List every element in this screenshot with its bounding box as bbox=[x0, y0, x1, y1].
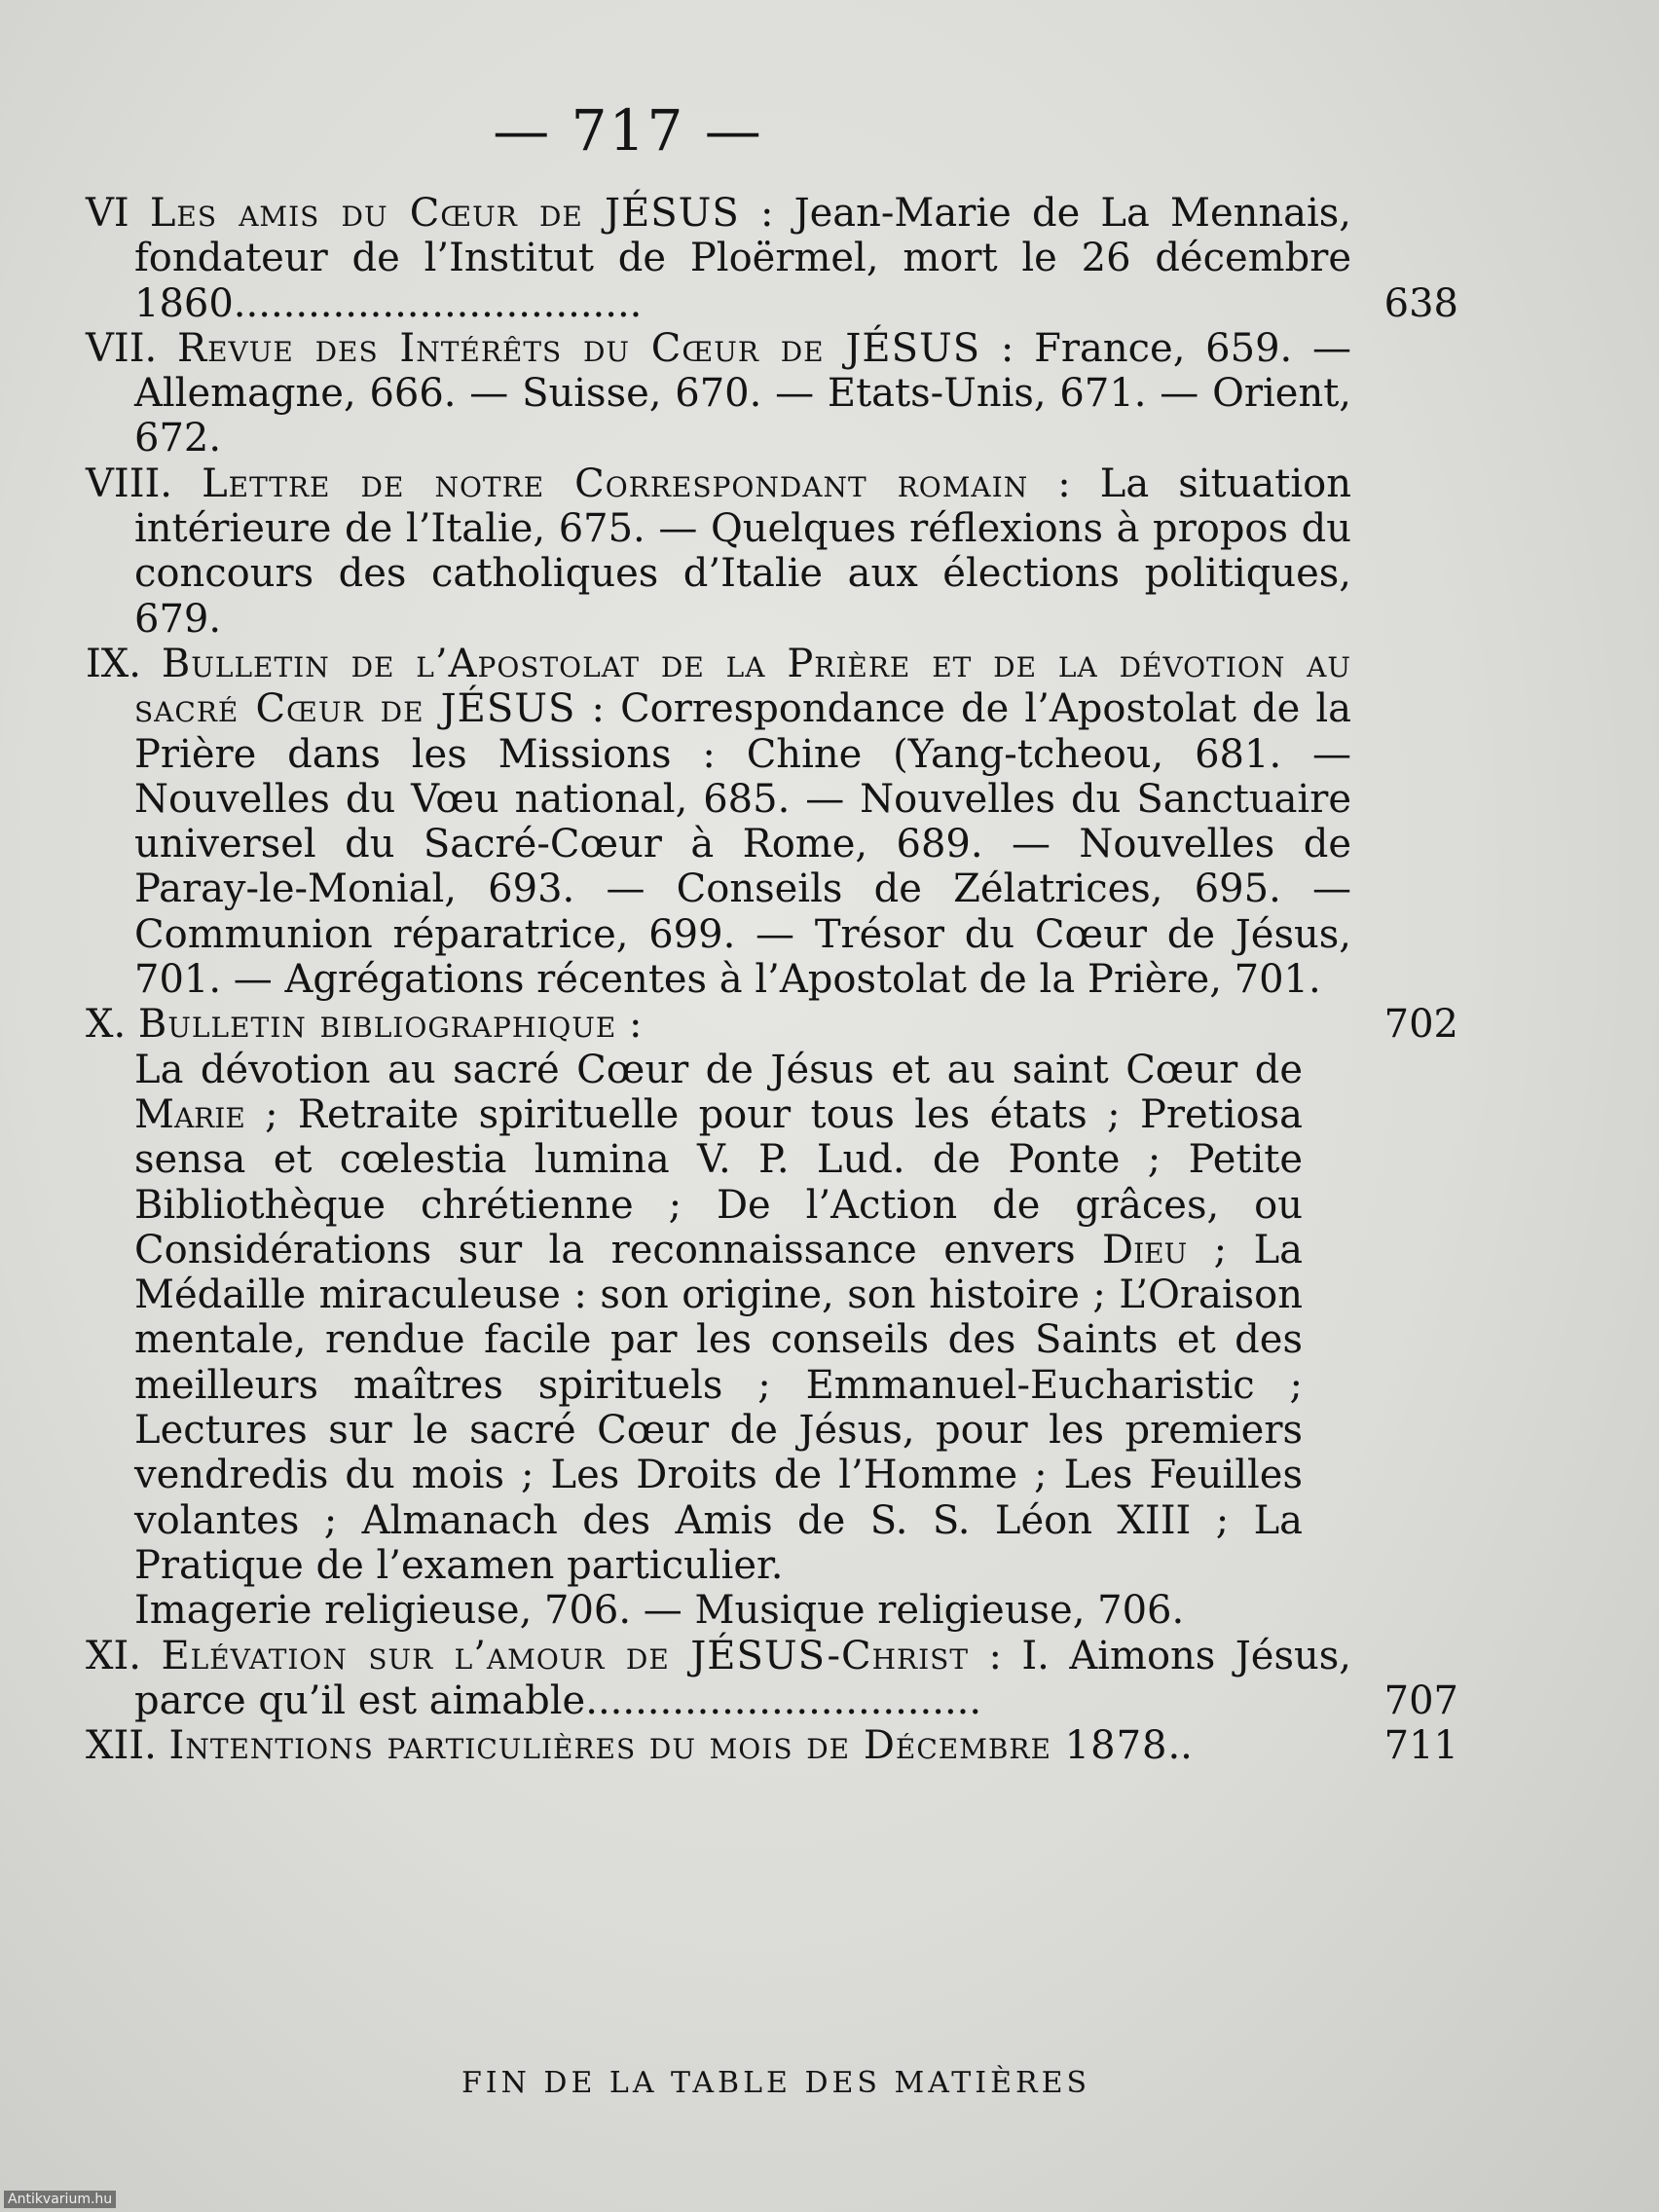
bibliography-text: ; La Médaille miraculeuse : son origine, son histoire ; L’Oraison mentale, rendue facile par les conseils des Saints et des meilleurs maîtres spirituels ; Emmanuel-Eucharistic ; Lectures sur le sacré Cœur de Jésus, pour les premiers vendredis du mois ; Les Droits de l’Homme ; Les Feuilles volantes ; Almanach des Amis de S. S. Léon XIII ; La Pratique de l’examen particulier. bbox=[134, 1227, 1303, 1588]
entry-title: Les amis du Cœur de JÉSUS bbox=[149, 191, 740, 236]
entry-title: Bulletin bibliographique bbox=[137, 1002, 617, 1048]
entry-number: IX. bbox=[86, 641, 141, 686]
toc-entry-ix bbox=[86, 642, 1351, 1002]
toc-entry-xii bbox=[86, 1723, 1458, 1769]
entry-number: VIII. bbox=[86, 461, 173, 506]
toc-entry-xi bbox=[86, 1633, 1458, 1724]
entry-title: Revue des Intérêts du Cœur de JÉSUS bbox=[176, 325, 981, 371]
entry-page-ref: 702 bbox=[1383, 1002, 1458, 1048]
entry-text: : Jean-Marie de La Mennais, fondateur de l’Institut de Ploërmel, mort le 26 décembre 1860................................. bbox=[134, 191, 1352, 326]
entry-number: X. bbox=[86, 1002, 127, 1048]
entry-page-ref: 638 bbox=[1383, 280, 1458, 326]
entry-page-ref: 707 bbox=[1383, 1677, 1458, 1723]
bibliography-text: ; Retraite spirituelle pour tous les états ; Pretiosa sensa et cœlestia lumina V. P. Lud. de Ponte ; Petite Bibliothèque chrétienne ; De l’Action de grâces, ou Considérations sur la reconnaissance envers bbox=[134, 1091, 1303, 1272]
entry-page-ref: 711 bbox=[1383, 1723, 1458, 1769]
page-number: — 717 — bbox=[493, 97, 763, 164]
entry-text: : bbox=[616, 1002, 643, 1048]
entry-text: : I. Aimons Jésus, parce qu’il est aimable................................ bbox=[134, 1633, 1352, 1723]
toc-entry-vi bbox=[86, 191, 1458, 326]
bibliography-text: La dévotion au sacré Cœur de Jésus et au saint Cœur de bbox=[134, 1047, 1303, 1092]
entry-number: XI. bbox=[86, 1633, 141, 1678]
entry-number: VII. bbox=[86, 325, 158, 371]
entry-number: XII. bbox=[86, 1723, 157, 1769]
bibliography-dieu: Dieu bbox=[1102, 1227, 1188, 1272]
table-of-contents bbox=[86, 191, 1458, 1769]
entry-text: : France, 659. — Allemagne, 666. — Suisse, 670. — Etats-Unis, 671. — Orient, 672. bbox=[134, 325, 1352, 461]
entry-text: .. bbox=[1167, 1723, 1193, 1769]
watermark: Antikvarium.hu bbox=[4, 2191, 116, 2208]
end-of-table-footer: FIN DE LA TABLE DES MATIÈRES bbox=[461, 2066, 1091, 2100]
entry-title: Elévation sur l’amour de JÉSUS-Christ bbox=[161, 1633, 970, 1678]
bibliography-imagery-music: Imagerie religieuse, 706. — Musique religieuse, 706. bbox=[134, 1588, 1185, 1634]
entry-title: Bulletin de l’Apostolat de la Prière et de la dévotion au sacré Cœur de JÉSUS bbox=[134, 641, 1351, 732]
entry-number: VI bbox=[86, 191, 129, 236]
bibliography-list bbox=[134, 1048, 1303, 1589]
entry-title: Intentions particulières du mois de Décembre 1878 bbox=[168, 1723, 1168, 1769]
entry-text: : La situation intérieure de l’Italie, 675. — Quelques réflexions à propos du concours des catholiques d’Italie aux élections politiques, 679. bbox=[134, 461, 1351, 642]
toc-entry-x bbox=[86, 1002, 1458, 1048]
entry-text: : Correspondance de l’Apostolat de la Prière dans les Missions : Chine (Yang-tcheou, 681. — Nouvelles du Vœu national, 685. — Nouvelles du Sanctuaire universel du Sacré-Cœur à Rome, 689. — Nouvelles de Paray-le-Monial, 693. — Conseils de Zélatrices, 695. — Communion réparatrice, 699. — Trésor du Cœur de Jésus, 701. — Agrégations récentes à l’Apostolat de la Prière, 701. bbox=[134, 686, 1351, 1003]
toc-entry-viii bbox=[86, 461, 1351, 642]
bibliography-marie: Marie bbox=[134, 1091, 245, 1137]
toc-entry-vii bbox=[86, 326, 1351, 461]
entry-title: Lettre de notre Correspondant romain bbox=[202, 461, 1029, 506]
